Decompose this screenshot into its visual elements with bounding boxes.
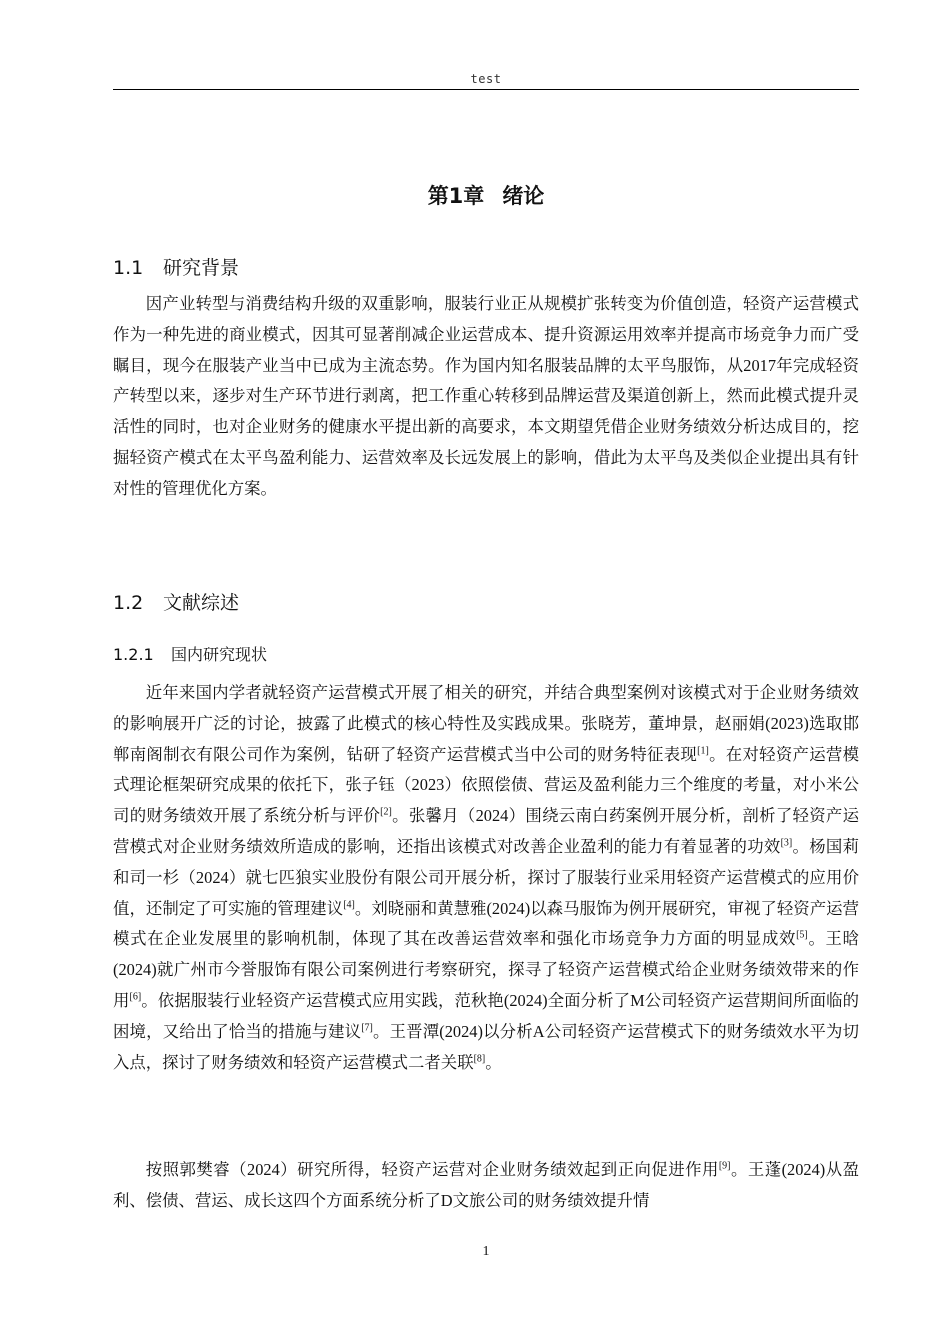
text-run: 近年来国内学者就轻资产运营模式开展了相关的研究，并结合典型案例对该模式对于企业财务绩效的影响展开广泛的讨论，披露了此模式的核心特性及实践成果。张晓芳，董坤景，赵丽娟(2023)选取邯郸南阁制衣有限公司作为案例，钻研了轻资产运营模式当中公司的财务特征表现 bbox=[113, 683, 859, 764]
header-rule bbox=[113, 89, 859, 90]
citation-marker: [9] bbox=[718, 1160, 731, 1172]
section-title: 文献综述 bbox=[163, 592, 240, 614]
chapter-title bbox=[113, 180, 859, 210]
section-title: 研究背景 bbox=[163, 257, 240, 279]
subsection-heading-1-2-1 bbox=[113, 642, 267, 665]
text-run: 。杨国莉和司一杉（2024）就七匹狼实业股份有限公司开展分析，探讨了服装行业采用轻资产运营模式的应用价值，还制定了可实施的管理建议 bbox=[113, 836, 860, 918]
citation-marker: [4] bbox=[343, 899, 355, 911]
text-run: 。 bbox=[485, 1052, 502, 1072]
paragraph-research-background: 因产业转型与消费结构升级的双重影响，服装行业正从规模扩张转变为价值创造，轻资产运营模式作为一种先进的商业模式，因其可显著削减企业运营成本、提升资源运用效率并提高市场竞争力而广受瞩目，现今在服装产业当中已成为主流态势。作为国内知名服装品牌的太平鸟服饰，从2017年完成轻资产转型以来，逐步对生产环节进行剥离，把工作重心转移到品牌运营及渠道创新上，然而此模式提升灵活性的同时，也对企业财务的健康水平提出新的高要求，本文期望凭借企业财务绩效分析达成目的，挖掘轻资产模式在太平鸟盈利能力、运营效率及长远发展上的影响，借此为太平鸟及类似企业提出具有针对性的管理优化方案。 bbox=[113, 294, 859, 498]
section-number: 1.2 bbox=[113, 592, 144, 614]
chapter-number: 第1章 bbox=[427, 184, 485, 208]
citation-marker: [1] bbox=[697, 745, 709, 757]
paragraph-domestic-research-1 bbox=[113, 678, 859, 1078]
running-header: test bbox=[470, 72, 502, 86]
text-run: 。王蓬(2024)从盈利、偿债、营运、成长这四个方面系统分析了D文旅公司的财务绩效提升情 bbox=[113, 1160, 859, 1210]
subsection-number: 1.2.1 bbox=[113, 645, 154, 664]
text-run: 按照郭樊睿（2024）研究所得，轻资产运营对企业财务绩效起到正向促进作用 bbox=[145, 1160, 719, 1179]
citation-marker: [5] bbox=[796, 929, 808, 941]
text-run: 。在对轻资产运营模式理论框架研究成果的依托下，张子钰（2023）依照偿债、营运及盈利能力三个维度的考量，对小米公司的财务绩效开展了系统分析与评价 bbox=[113, 744, 859, 826]
page-number: 1 bbox=[482, 1244, 490, 1259]
subsection-title: 国内研究现状 bbox=[171, 645, 268, 664]
citation-marker: [3] bbox=[780, 837, 793, 849]
text-run: 。依据服装行业轻资产运营模式应用实践，范秋艳(2024)全面分析了M公司轻资产运营期间所面临的困境，又给出了恰当的措施与建议 bbox=[113, 990, 859, 1041]
chapter-name: 绪论 bbox=[502, 184, 545, 208]
citation-marker: [8] bbox=[473, 1053, 486, 1065]
text-run: 。刘晓丽和黄慧雅(2024)以森马服饰为例开展研究，审视了轻资产运营模式在企业发展里的影响机制，体现了其在改善运营效率和强化市场竞争力方面的明显成效 bbox=[113, 898, 860, 949]
section-number: 1.1 bbox=[113, 257, 144, 279]
text-run: 。张馨月（2024）围绕云南白药案例开展分析，剖析了轻资产运营模式对企业财务绩效所造成的影响，还指出该模式对改善企业盈利的能力有着显著的功效 bbox=[113, 806, 859, 856]
paragraph-domestic-research-2 bbox=[113, 1155, 859, 1217]
section-heading-1-2 bbox=[113, 588, 239, 615]
citation-marker: [6] bbox=[129, 991, 142, 1003]
section-heading-1-1 bbox=[113, 253, 239, 280]
citation-marker: [2] bbox=[380, 806, 392, 818]
text-run: 。王晋潭(2024)以分析A公司轻资产运营模式下的财务绩效水平为切入点，探讨了财务绩效和轻资产运营模式二者关联 bbox=[113, 1021, 859, 1072]
text-run: 。王晗(2024)就广州市今誉服饰有限公司案例进行考察研究，探寻了轻资产运营模式给企业财务绩效带来的作用 bbox=[113, 929, 859, 1010]
citation-marker: [7] bbox=[361, 1022, 373, 1034]
